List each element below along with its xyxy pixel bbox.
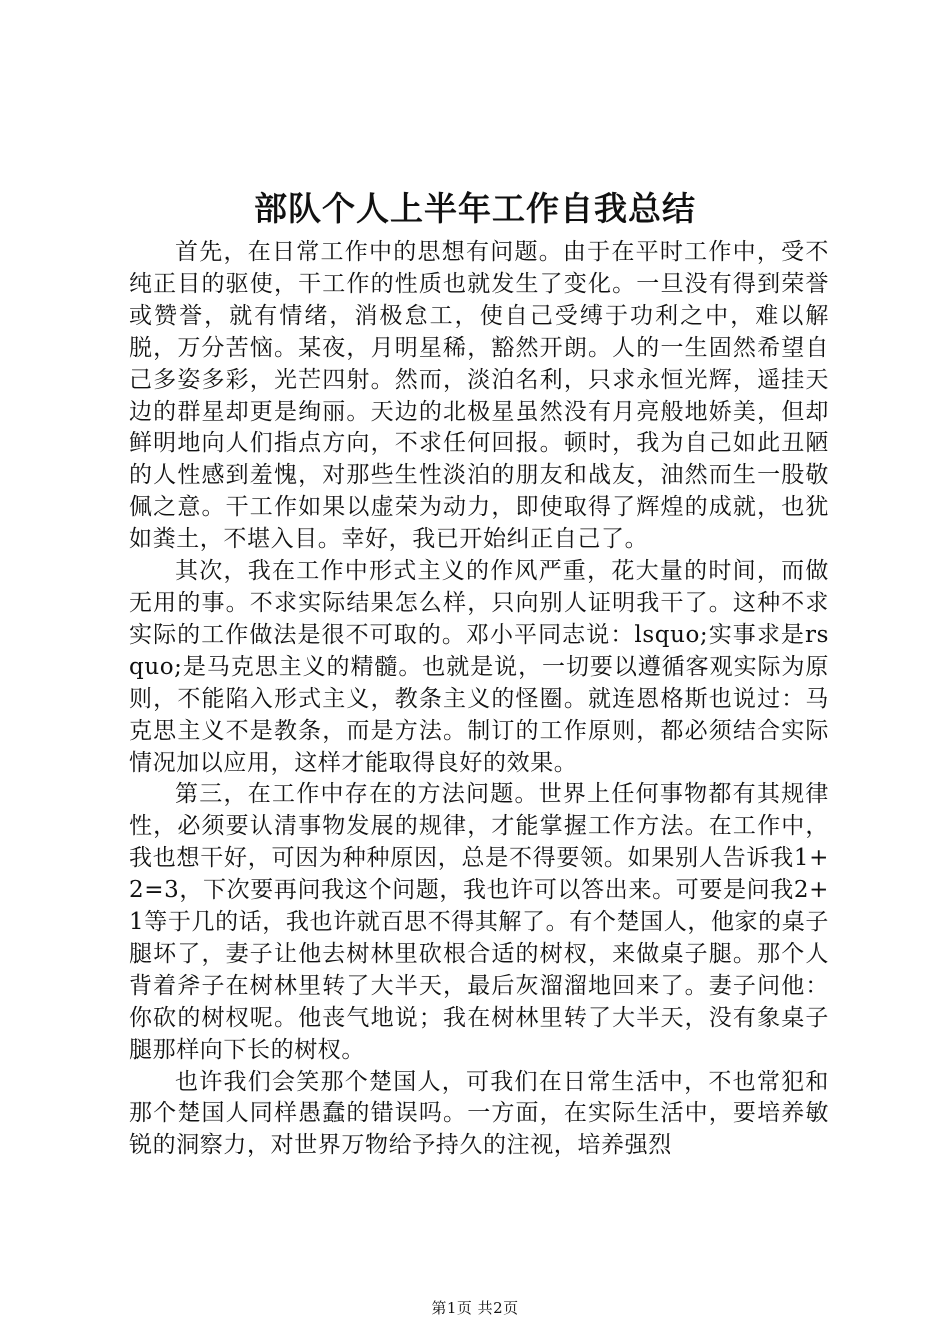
paragraph-1: 首先，在日常工作中的思想有问题。由于在平时工作中，受不纯正目的驱使，干工作的性质也就发生了变化。一旦没有得到荣誉或赞誉，就有情绪，消极怠工，使自己受缚于功利之中，难以解脱，万分苦恼。某夜，月明星稀，豁然开朗。人的一生固然希望自己多姿多彩，光芒四射。然而，淡泊名利，只求永恒光辉，遥挂天边的群星却更是绚丽。天边的北极星虽然没有月亮般地娇美，但却鲜明地向人们指点方向，不求任何回报。顿时，我为自己如此丑陋的人性感到羞愧，对那些生性淡泊的朋友和战友，油然而生一股敬佩之意。干工作如果以虚荣为动力，即使取得了辉煌的成就，也犹如粪土，不堪入目。幸好，我已开始纠正自己了。	[129, 239, 829, 553]
page-number-footer: 第1页 共2页	[431, 1299, 519, 1317]
paragraph-2: 其次，我在工作中形式主义的作风严重，花大量的时间，而做无用的事。不求实际结果怎么样，只向别人证明我干了。这种不求实际的工作做法是很不可取的。邓小平同志说：lsquo;实事求是rsquo;是马克思主义的精髓。也就是说，一切要以遵循客观实际为原则，不能陷入形式主义，教条主义的怪圈。就连恩格斯也说过：马克思主义不是教条，而是方法。制订的工作原则，都必须结合实际情况加以应用，这样才能取得良好的效果。	[129, 558, 829, 776]
document-title: 部队个人上半年工作自我总结	[254, 189, 696, 228]
document-body	[129, 237, 829, 1162]
paragraph-4: 也许我们会笑那个楚国人，可我们在日常生活中，不也常犯和那个楚国人同样愚蠢的错误吗。一方面，在实际生活中，要培养敏锐的洞察力，对世界万物给予持久的注视，培养强烈	[129, 1068, 829, 1159]
paragraph-3: 第三，在工作中存在的方法问题。世界上任何事物都有其规律性，必须要认清事物发展的规律，才能掌握工作方法。在工作中，我也想干好，可因为种种原因，总是不得要领。如果别人告诉我1+2=3，下次要再问我这个问题，我也许可以答出来。可要是问我2+1等于几的话，我也许就百思不得其解了。有个楚国人，他家的桌子腿坏了，妻子让他去树林里砍根合适的树杈，来做桌子腿。那个人背着斧子在树林里转了大半天，最后灰溜溜地回来了。妻子问他：你砍的树杈呢。他丧气地说；我在树林里转了大半天，没有象桌子腿那样向下长的树杈。	[129, 781, 829, 1063]
